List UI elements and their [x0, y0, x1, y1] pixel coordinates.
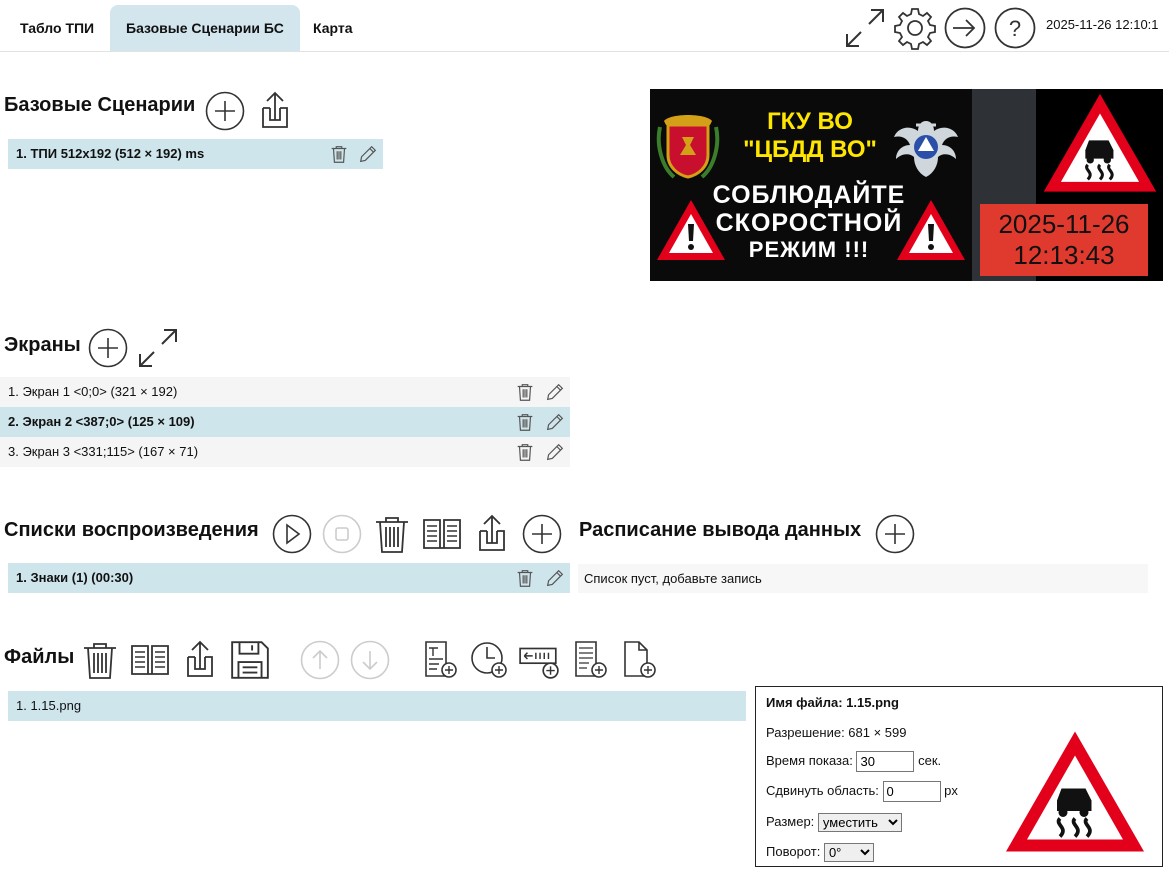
banner-message-line-1: СОБЛЮДАЙТЕ	[712, 181, 906, 209]
led-preview-banner	[650, 89, 1163, 281]
add-clock-icon[interactable]	[470, 638, 510, 680]
book-icon[interactable]	[129, 640, 171, 680]
svg-text:?: ?	[1008, 16, 1022, 41]
add-marquee-icon[interactable]	[518, 638, 560, 680]
banner-date: 2025-11-26	[998, 209, 1130, 239]
add-scenario-button[interactable]	[205, 91, 245, 131]
pencil-icon[interactable]	[357, 143, 379, 165]
duration-input[interactable]	[856, 751, 914, 772]
tab-base-scenarios[interactable]: Базовые Сценарии БС	[110, 5, 300, 51]
banner-message-line-3: РЕЖИМ !!!	[748, 237, 870, 262]
file-name: Имя файла: 1.15.png	[766, 695, 899, 710]
file-row[interactable]	[8, 691, 746, 721]
pencil-icon[interactable]	[544, 441, 566, 463]
screen-label: 1. Экран 1 <0;0> (321 × 192)	[8, 384, 178, 399]
screen-label: 2. Экран 2 <387;0> (125 × 109)	[8, 414, 195, 429]
shift-input[interactable]	[883, 781, 941, 802]
upload-playlist-icon[interactable]	[472, 512, 512, 554]
size-label: Размер:	[766, 813, 815, 829]
help-icon[interactable]	[993, 6, 1037, 50]
trash-icon[interactable]	[514, 381, 536, 403]
banner-org-line-1: ГКУ ВО	[767, 108, 853, 135]
screen-row[interactable]	[0, 407, 570, 437]
tab-map[interactable]: Карта	[313, 20, 353, 36]
book-icon[interactable]	[421, 514, 463, 554]
trash-icon[interactable]	[514, 567, 536, 589]
logout-icon[interactable]	[943, 6, 987, 50]
banner-time: 12:13:43	[1013, 240, 1115, 270]
move-down-button[interactable]	[350, 640, 390, 680]
delete-playlist-icon[interactable]	[372, 513, 412, 555]
trash-icon[interactable]	[514, 411, 536, 433]
banner-message-line-2: СКОРОСТНОЙ	[715, 209, 903, 237]
schedule-empty-message: Список пуст, добавьте запись	[578, 564, 1148, 593]
add-file-icon[interactable]	[619, 638, 659, 680]
file-properties-panel	[755, 686, 1163, 867]
banner-org-line-2: "ЦБДД ВО"	[743, 136, 877, 163]
trash-icon[interactable]	[514, 441, 536, 463]
base-scenarios-title: Базовые Сценарии	[4, 94, 196, 116]
warning-triangle-icon	[654, 197, 728, 263]
pencil-icon[interactable]	[544, 381, 566, 403]
current-datetime: 2025-11-26 12:10:1	[1046, 17, 1159, 32]
warning-triangle-icon	[894, 197, 968, 263]
add-text-icon[interactable]	[420, 638, 460, 680]
stop-button[interactable]	[322, 514, 362, 554]
files-title: Файлы	[4, 646, 75, 668]
shift-label: Сдвинуть область:	[766, 782, 879, 798]
shift-row	[766, 781, 958, 802]
upload-scenario-icon[interactable]	[255, 89, 295, 131]
size-row	[766, 813, 902, 832]
size-select[interactable]	[818, 813, 902, 832]
banner-datetime	[980, 204, 1148, 276]
delete-file-icon[interactable]	[80, 639, 120, 681]
duration-unit: сек.	[918, 752, 942, 768]
shift-unit: px	[944, 782, 958, 798]
save-icon[interactable]	[229, 639, 271, 681]
rotation-row	[766, 843, 874, 862]
file-resolution: Разрешение: 681 × 599	[766, 725, 907, 740]
top-navigation-bar	[0, 0, 1169, 52]
rotation-label: Поворот:	[766, 843, 821, 859]
rotation-select[interactable]	[824, 843, 874, 862]
scenario-row[interactable]	[8, 139, 383, 169]
gear-icon[interactable]	[893, 6, 937, 50]
duration-row	[766, 751, 941, 772]
move-up-button[interactable]	[300, 640, 340, 680]
file-label: 1. 1.15.png	[16, 698, 82, 713]
slippery-road-sign-icon	[1000, 725, 1150, 861]
add-schedule-button[interactable]	[875, 514, 915, 554]
expand-screens-icon[interactable]	[136, 326, 180, 370]
add-screen-button[interactable]	[88, 328, 128, 368]
playlists-title: Списки воспроизведения	[4, 519, 259, 541]
add-list-icon[interactable]	[570, 638, 610, 680]
screen-row[interactable]	[0, 377, 570, 407]
pencil-icon[interactable]	[544, 567, 566, 589]
screens-title: Экраны	[4, 334, 81, 356]
screen-label: 3. Экран 3 <331;115> (167 × 71)	[8, 444, 199, 459]
fullscreen-expand-icon[interactable]	[843, 6, 887, 50]
pencil-icon[interactable]	[544, 411, 566, 433]
schedule-title: Расписание вывода данных	[579, 519, 862, 541]
screen-row[interactable]	[0, 437, 570, 467]
scenario-label: 1. ТПИ 512x192 (512 × 192) ms	[16, 146, 205, 161]
play-button[interactable]	[272, 514, 312, 554]
upload-file-icon[interactable]	[180, 638, 220, 680]
trash-icon[interactable]	[328, 143, 350, 165]
add-playlist-button[interactable]	[522, 514, 562, 554]
slippery-road-sign-icon	[1038, 89, 1162, 199]
playlist-row[interactable]	[8, 563, 570, 593]
playlist-label: 1. Знаки (1) (00:30)	[16, 570, 134, 585]
duration-label: Время показа:	[766, 752, 853, 768]
tab-tablo-tpi[interactable]: Табло ТПИ	[20, 20, 95, 36]
